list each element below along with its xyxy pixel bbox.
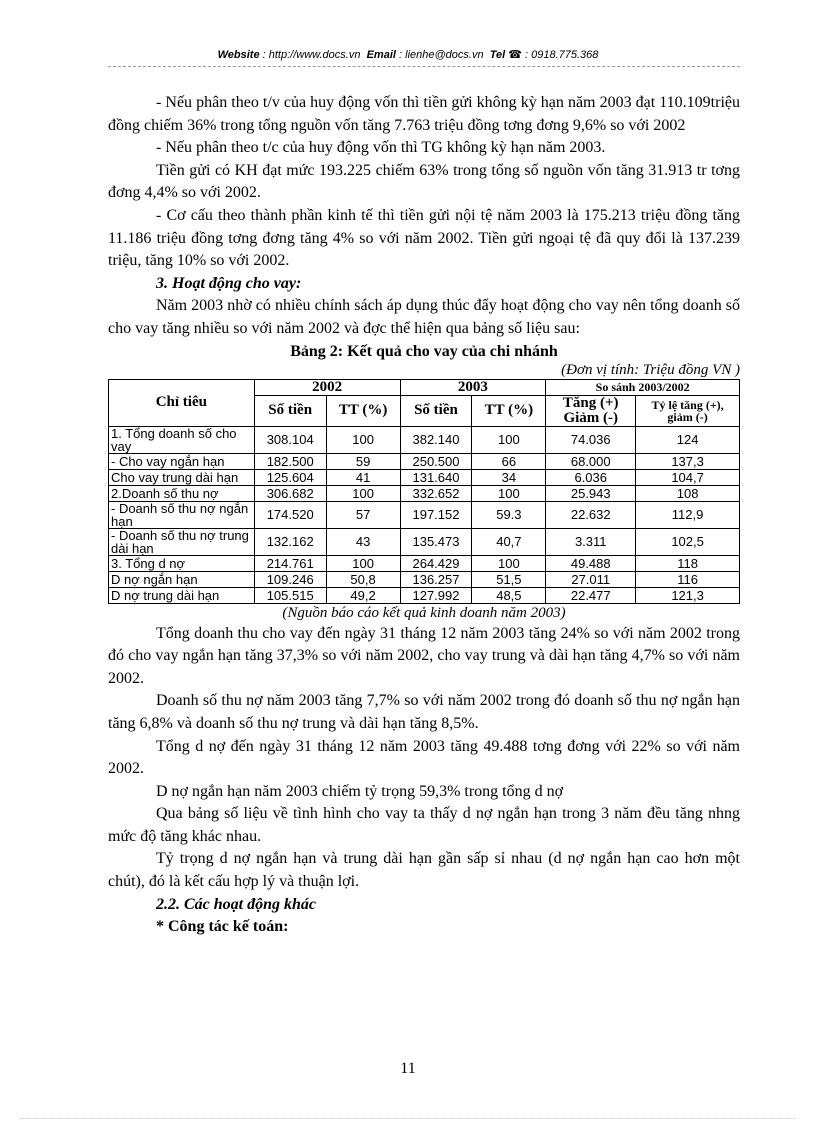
cell-change: 27.011 bbox=[546, 571, 636, 587]
paragraph: Doanh số thu nợ năm 2003 tăng 7,7% so với năm 2002 trong đó doanh số thu nợ ngắn hạn tăng 6,8% và doanh số thu nợ trung và dài hạn tăng 8,5%. bbox=[108, 692, 740, 732]
col-header-share: TT (%) bbox=[326, 395, 400, 426]
paragraph: Tỷ trọng d nợ ngắn hạn và trung dài hạn gần sấp sỉ nhau (d nợ ngắn hạn cao hơn một chút), đó là kết cấu hợp lý và thuận lợi. bbox=[108, 850, 740, 891]
table-title: Bảng 2: Kết quả cho vay của chi nhánh bbox=[290, 342, 558, 360]
header-divider bbox=[108, 66, 740, 67]
cell-ratio: 102,5 bbox=[636, 528, 740, 555]
cell-ratio: 118 bbox=[636, 555, 740, 571]
paragraph: - Nếu phân theo t/v của huy động vốn thì tiền gửi không kỳ hạn năm 2003 đạt 110.109triệu đồng chiếm 36% trong tổng nguồn vốn tăng 7.763 triệu đồng tơng đơng 9,6% so với 2002 bbox=[108, 94, 740, 134]
cell-share-2003: 34 bbox=[472, 469, 546, 485]
col-header-2003: 2003 bbox=[400, 379, 546, 395]
cell-amount-2002: 109.246 bbox=[254, 571, 326, 587]
cell-change: 25.943 bbox=[546, 485, 636, 501]
section-heading: 2.2. Các hoạt động khác bbox=[156, 895, 317, 913]
paragraph: Năm 2003 nhờ có nhiều chính sách áp dụng thúc đẩy hoạt động cho vay nên tổng doanh số cho vay tăng nhiều so với năm 2002 và đợc thể hiện qua bảng số liệu sau: bbox=[108, 297, 740, 337]
cell-amount-2003: 264.429 bbox=[400, 555, 472, 571]
email-address: : lienhe@docs.vn bbox=[399, 49, 484, 61]
col-header-amount: Số tiền bbox=[254, 395, 326, 426]
cell-share-2002: 41 bbox=[326, 469, 400, 485]
section-heading: 3. Hoạt động cho vay: bbox=[156, 274, 302, 292]
paragraph: Tổng d nợ đến ngày 31 tháng 12 năm 2003 tăng 49.488 tơng đơng với 22% so với năm 2002. bbox=[108, 737, 740, 778]
cell-amount-2002: 174.520 bbox=[254, 501, 326, 528]
cell-amount-2002: 306.682 bbox=[254, 485, 326, 501]
col-header-ratio: Tỷ lệ tăng (+), giảm (-) bbox=[636, 395, 740, 426]
cell-ratio: 116 bbox=[636, 571, 740, 587]
cell-amount-2002: 308.104 bbox=[254, 426, 326, 453]
cell-amount-2002: 132.162 bbox=[254, 528, 326, 555]
cell-amount-2003: 136.257 bbox=[400, 571, 472, 587]
col-header-2002: 2002 bbox=[254, 379, 400, 395]
table-unit: (Đơn vị tính: Triệu đồng VN ) bbox=[561, 361, 740, 378]
cell-share-2003: 51,5 bbox=[472, 571, 546, 587]
cell-amount-2003: 127.992 bbox=[400, 587, 472, 603]
col-header-compare: So sánh 2003/2002 bbox=[546, 379, 740, 395]
email-label: Email bbox=[366, 49, 396, 61]
subsection-heading: * Công tác kế toán: bbox=[156, 918, 289, 936]
cell-change: 6.036 bbox=[546, 469, 636, 485]
table-row bbox=[109, 485, 740, 501]
table-row bbox=[109, 528, 740, 555]
col-header-indicator: Chỉ tiêu bbox=[109, 379, 255, 426]
paragraph: - Nếu phân theo t/c của huy động vốn thì TG không kỳ hạn năm 2003. bbox=[156, 139, 606, 157]
cell-ratio: 137,3 bbox=[636, 453, 740, 469]
row-label: - Doanh số thu nợ trung dài hạn bbox=[109, 528, 255, 555]
cell-ratio: 121,3 bbox=[636, 587, 740, 603]
cell-share-2003: 66 bbox=[472, 453, 546, 469]
table-source: (Nguồn báo cáo kết quả kinh doanh năm 2003) bbox=[282, 604, 566, 621]
cell-amount-2003: 197.152 bbox=[400, 501, 472, 528]
row-label: - Doanh số thu nợ ngắn hạn bbox=[109, 501, 255, 528]
cell-amount-2002: 182.500 bbox=[254, 453, 326, 469]
table-row bbox=[109, 571, 740, 587]
cell-amount-2002: 214.761 bbox=[254, 555, 326, 571]
paragraph: Qua bảng số liệu về tình hình cho vay ta thấy d nợ ngắn hạn trong 3 năm đều tăng nhng mức độ tăng khác nhau. bbox=[108, 805, 740, 845]
cell-amount-2003: 250.500 bbox=[400, 453, 472, 469]
cell-amount-2003: 382.140 bbox=[400, 426, 472, 453]
cell-change: 68.000 bbox=[546, 453, 636, 469]
row-label: D nợ ngắn hạn bbox=[109, 571, 255, 587]
document-body bbox=[108, 92, 740, 939]
row-label: 1. Tổng doanh số cho vay bbox=[109, 426, 255, 453]
cell-share-2002: 100 bbox=[326, 426, 400, 453]
cell-share-2003: 100 bbox=[472, 426, 546, 453]
cell-amount-2003: 332.652 bbox=[400, 485, 472, 501]
cell-share-2002: 57 bbox=[326, 501, 400, 528]
page-header bbox=[0, 48, 816, 61]
paragraph: Tiền gửi có KH đạt mức 193.225 chiếm 63% trong tổng số nguồn vốn tăng 31.913 tr tơng đơng 4,4% so với 2002. bbox=[108, 161, 740, 202]
row-label: 3. Tổng d nợ bbox=[109, 555, 255, 571]
paragraph: D nợ ngắn hạn năm 2003 chiếm tỷ trọng 59,3% trong tổng d nợ bbox=[156, 782, 564, 800]
paragraph: Tổng doanh thu cho vay đến ngày 31 tháng 12 năm 2003 tăng 24% so với năm 2002 trong đó cho vay ngắn hạn tăng 37,3% so với năm 2002, cho vay trung và dài hạn tăng 4,7% so với năm 2002. bbox=[108, 624, 740, 687]
website-label: Website bbox=[217, 49, 260, 61]
cell-share-2003: 48,5 bbox=[472, 587, 546, 603]
cell-amount-2002: 125.604 bbox=[254, 469, 326, 485]
cell-share-2002: 100 bbox=[326, 485, 400, 501]
cell-change: 22.477 bbox=[546, 587, 636, 603]
paragraph: - Cơ cấu theo thành phần kinh tế thì tiền gửi nội tệ năm 2003 là 175.213 triệu đồng tăng 11.186 triệu đồng tơng đơng tăng 4% so với năm 2002. Tiền gửi ngoại tệ đã quy đổi là 137.239 triệu, tăng 10% so với 2002. bbox=[108, 206, 740, 270]
phone-number: : 0918.775.368 bbox=[525, 49, 599, 61]
col-header-change: Tăng (+) Giảm (-) bbox=[546, 395, 636, 426]
cell-change: 22.632 bbox=[546, 501, 636, 528]
cell-change: 74.036 bbox=[546, 426, 636, 453]
cell-amount-2002: 105.515 bbox=[254, 587, 326, 603]
cell-share-2003: 40,7 bbox=[472, 528, 546, 555]
table-row bbox=[109, 555, 740, 571]
cell-share-2003: 100 bbox=[472, 555, 546, 571]
cell-change: 3.311 bbox=[546, 528, 636, 555]
row-label: Cho vay trung dài hạn bbox=[109, 469, 255, 485]
page-number: 11 bbox=[400, 1060, 416, 1077]
cell-share-2003: 100 bbox=[472, 485, 546, 501]
row-label: 2.Doanh số thu nợ bbox=[109, 485, 255, 501]
table-row bbox=[109, 587, 740, 603]
website-url: : http://www.docs.vn bbox=[262, 49, 361, 61]
footer-divider bbox=[20, 1118, 796, 1119]
cell-share-2002: 49,2 bbox=[326, 587, 400, 603]
cell-amount-2003: 135.473 bbox=[400, 528, 472, 555]
cell-share-2002: 100 bbox=[326, 555, 400, 571]
col-header-share: TT (%) bbox=[472, 395, 546, 426]
table-row bbox=[109, 453, 740, 469]
cell-ratio: 124 bbox=[636, 426, 740, 453]
col-header-amount: Số tiền bbox=[400, 395, 472, 426]
table-row bbox=[109, 469, 740, 485]
table-row bbox=[109, 426, 740, 453]
loan-results-table bbox=[108, 379, 740, 604]
cell-change: 49.488 bbox=[546, 555, 636, 571]
cell-share-2002: 50,8 bbox=[326, 571, 400, 587]
cell-share-2003: 59.3 bbox=[472, 501, 546, 528]
cell-ratio: 108 bbox=[636, 485, 740, 501]
cell-amount-2003: 131.640 bbox=[400, 469, 472, 485]
row-label: D nợ trung dài hạn bbox=[109, 587, 255, 603]
cell-share-2002: 59 bbox=[326, 453, 400, 469]
cell-ratio: 112,9 bbox=[636, 501, 740, 528]
phone-label: Tel ☎ bbox=[489, 49, 522, 61]
cell-share-2002: 43 bbox=[326, 528, 400, 555]
cell-ratio: 104,7 bbox=[636, 469, 740, 485]
table-row bbox=[109, 501, 740, 528]
row-label: - Cho vay ngắn hạn bbox=[109, 453, 255, 469]
